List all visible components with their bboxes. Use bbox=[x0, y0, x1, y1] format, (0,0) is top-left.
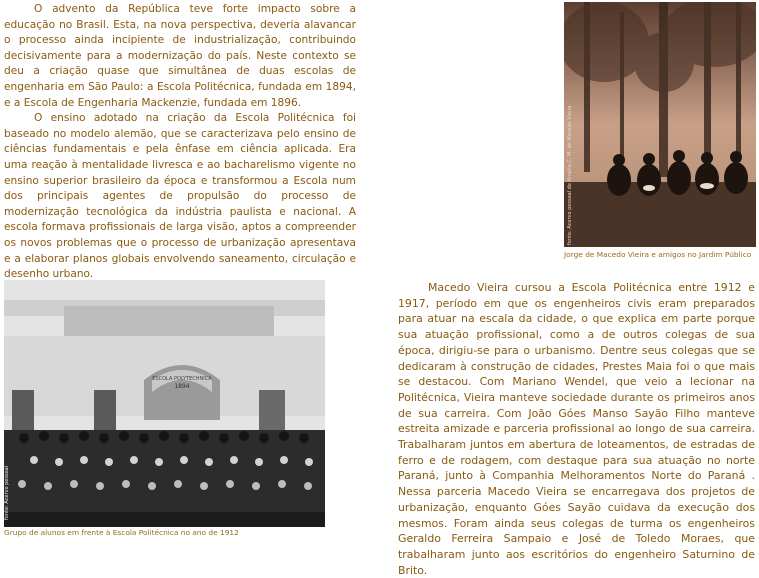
park-group-photo bbox=[564, 2, 756, 247]
school-photo-illustration bbox=[4, 280, 325, 527]
park-photo-caption: Jorge de Macedo Vieira e amigos no Jardim Público bbox=[564, 250, 752, 259]
park-photo-credit: fonte: Acervo pessoal de Amalia C. M. de Macedo Vieira bbox=[567, 105, 573, 245]
school-photo-caption: Grupo de alunos em frente à Escola Politécnica no ano de 1912 bbox=[4, 528, 239, 537]
school-sign-name: ESCOLA POLYTECHNICA bbox=[152, 376, 212, 382]
paragraph-republic-education: O advento da República teve forte impacto sobre a educação no Brasil. Esta, na nova perspectiva, deveria alavancar o processo ainda incipiente de industrialização, contribuindo decisivamente para a modernização do país. Neste contexto se deu a criação quase que simultânea de duas escolas de engenharia em São Paulo: a Escola Politécnica, fundada em 1894, e a Escola de Engenharia Mackenzie, fundada em 1896. bbox=[4, 3, 356, 109]
macedo-vieira-text-block bbox=[398, 280, 755, 578]
school-photo-credit: fonte: Acervo pessoal bbox=[4, 465, 10, 520]
school-sign-year: 1894 bbox=[174, 383, 190, 390]
school-group-photo bbox=[4, 280, 325, 527]
park-photo-illustration bbox=[564, 2, 756, 247]
paragraph-macedo-vieira: Macedo Vieira cursou a Escola Politécnica entre 1912 e 1917, período em que os engenheiros civis eram preparados para atuar na escala da cidade, o que explica em parte porque sua atuação profissional, como a de outros colegas de sua época, dirigiu-se para o urbanismo. Dentre seus colegas que se dedicaram à construção de cidades, Prestes Maia foi o que mais se destacou. Com Mariano Wendel, que veio a lecionar na Politécnica, Vieira manteve sociedade durante os primeiros anos de sua carreira. Com João Góes Manso Sayão Filho manteve estreita amizade e parceria profissional ao longo de sua carreira. Trabalharam juntos em abertura de loteamentos, de estradas de ferro e de rodagem, com destaque para sua atuação no norte Paraná, junto à Companhia Melhoramentos Norte do Paraná . Nessa parceria Macedo Vieira se encarregava dos projetos de urbanização, enquanto Góes Sayão cuidava da execução dos mesmos. Foram ainda seus colegas de turma os engenheiros Geraldo Ferreira Sampaio e José de Toledo Moraes, que trabalharam junto aos escritórios do engenheiro Saturnino de Brito. bbox=[398, 281, 755, 577]
intro-text-block bbox=[4, 2, 356, 283]
paragraph-politecnica-teaching: O ensino adotado na criação da Escola Politécnica foi baseado no modelo alemão, que se caracterizava pelo ensino de ciências fundamentais e pela ênfase em ciência aplicada. Era uma reação à mentalidade livresca e ao bacharelismo vigente no ensino superior brasileiro da época e transformou a Escola num dos principais agentes de propulsão do processo de modernização tecnológica da indústria paulista e nacional. A escola formava profissionais de larga visão, aptos a compreender os novos problemas que o processo de urbanização apresentava e a elaborar planos globais envolvendo saneamento, circulação e desenho urbano. bbox=[4, 112, 356, 281]
